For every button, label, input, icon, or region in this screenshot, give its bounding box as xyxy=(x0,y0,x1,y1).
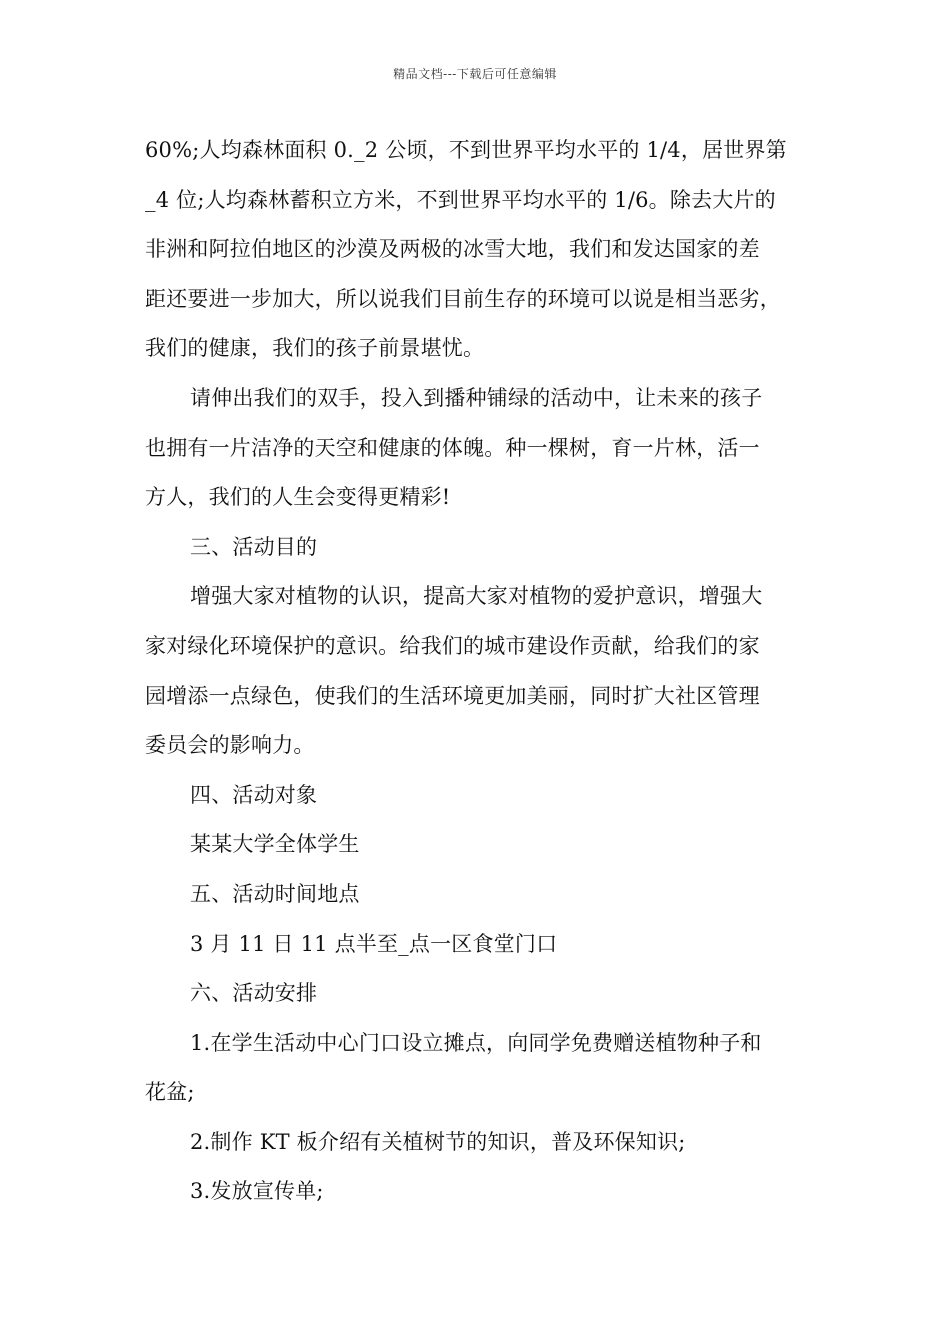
section-heading-arrangement: 六、活动安排 xyxy=(190,981,318,1006)
text-line: 非洲和阿拉伯地区的沙漠及两极的冰雪大地，我们和发达国家的差 xyxy=(145,237,760,262)
paragraph-time-place: 3 月 11 日 11 点半至_点一区食堂门口 xyxy=(190,931,558,956)
list-item-3: 3.发放宣传单; xyxy=(190,1179,324,1204)
paragraph-forest-statistics xyxy=(145,126,820,374)
section-heading-purpose: 三、活动目的 xyxy=(190,534,318,559)
text-line: 距还要进一步加大，所以说我们目前生存的环境可以说是相当恶劣， xyxy=(145,286,781,311)
text-line: 1.在学生活动中心门口设立摊点，向同学免费赠送植物种子和 xyxy=(190,1030,762,1055)
text-line: 花盆; xyxy=(145,1080,195,1105)
paragraph-call-to-action xyxy=(145,374,820,523)
paragraph-purpose xyxy=(145,572,820,770)
page-header: 精品文档---下载后可任意编辑 xyxy=(393,67,557,81)
text-line: 也拥有一片洁净的天空和健康的体魄。种一棵树，育一片林，活一 xyxy=(145,435,760,460)
list-item-2: 2.制作 KT 板介绍有关植树节的知识，普及环保知识; xyxy=(190,1129,686,1154)
text-line: _4 位;人均森林蓄积立方米，不到世界平均水平的 1/6。除去大片的 xyxy=(145,187,776,212)
list-item-1 xyxy=(145,1019,820,1118)
text-line: 请伸出我们的双手，投入到播种铺绿的活动中，让未来的孩子 xyxy=(190,385,763,410)
section-heading-time-place: 五、活动时间地点 xyxy=(190,881,360,906)
section-heading-audience: 四、活动对象 xyxy=(190,782,318,807)
text-line: 增强大家对植物的认识，提高大家对植物的爱护意识，增强大 xyxy=(190,584,763,609)
text-line: 园增添一点绿色，使我们的生活环境更加美丽，同时扩大社区管理 xyxy=(145,683,760,708)
text-line: 60%;人均森林面积 0._2 公顷，不到世界平均水平的 1/4，居世界第 xyxy=(145,138,787,162)
text-line: 家对绿化环境保护的意识。给我们的城市建设作贡献，给我们的家 xyxy=(145,633,760,658)
text-line: 方人，我们的人生会变得更精彩! xyxy=(145,485,451,510)
text-line: 我们的健康，我们的孩子前景堪忧。 xyxy=(145,336,485,361)
text-line: 委员会的影响力。 xyxy=(145,733,315,758)
document-body xyxy=(145,126,820,1217)
paragraph-audience: 某某大学全体学生 xyxy=(190,832,360,857)
